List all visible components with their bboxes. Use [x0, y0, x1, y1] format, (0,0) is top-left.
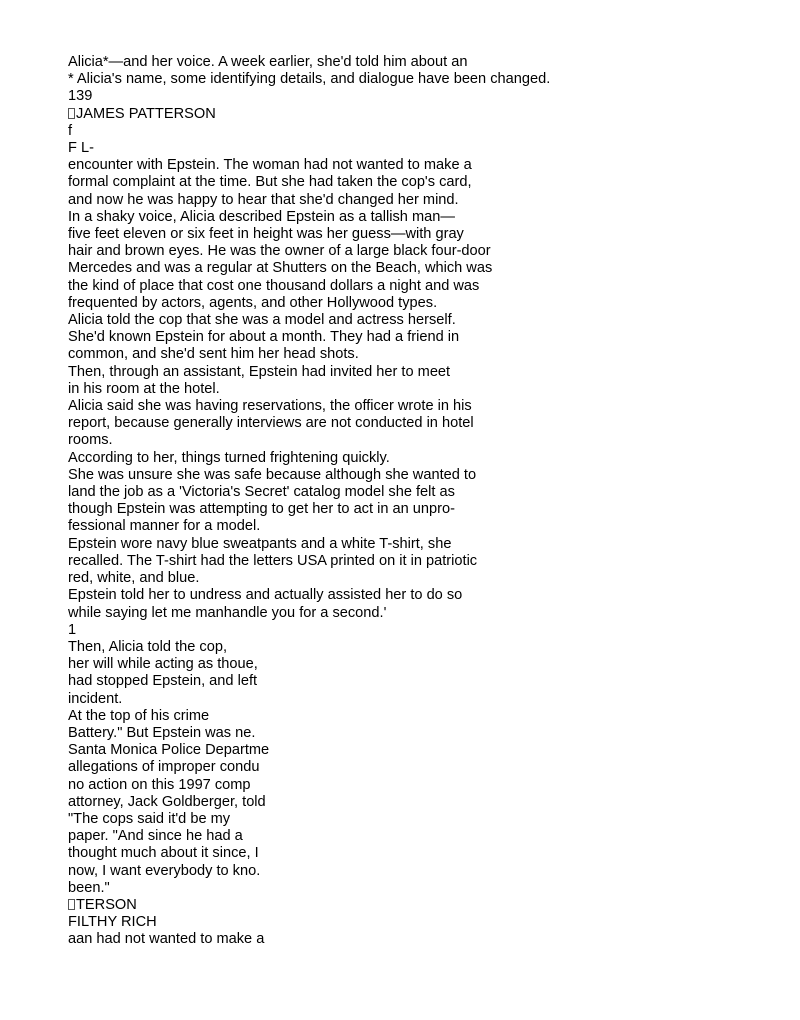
- text-line: f: [68, 122, 73, 139]
- text-line: Alicia*—and her voice. A week earlier, she'd told him about an: [68, 54, 468, 70]
- text-line: while saying let me manhandle you for a second.': [68, 604, 387, 621]
- running-header: [68, 106, 768, 123]
- text-line: Then, through an assistant, Epstein had invited her to meet: [68, 363, 451, 380]
- text-line: In a shaky voice, Alicia described Epstein as a tallish man—: [68, 208, 455, 225]
- text-line: Mercedes and was a regular at Shutters on the Beach, which was: [68, 260, 493, 277]
- running-header-text: JAMES PATTERSON: [76, 105, 216, 122]
- text-line: been.": [68, 879, 110, 896]
- running-header-fragment: [68, 897, 768, 914]
- document-page: [68, 54, 768, 949]
- text-line: attorney, Jack Goldberger, told: [68, 793, 266, 810]
- text-line: 1: [68, 621, 77, 638]
- text-line: allegations of improper condu: [68, 759, 260, 776]
- text-line: red, white, and blue.: [68, 570, 200, 587]
- text-line: paper. "And since he had a: [68, 828, 243, 845]
- text-line: encounter with Epstein. The woman had not wanted to make a: [68, 157, 472, 174]
- text-line: Then, Alicia told the cop,: [68, 638, 228, 655]
- text-line: She was unsure she was safe because although she wanted to: [68, 466, 477, 483]
- text-line: her will while acting as thoue,: [68, 656, 258, 673]
- text-line: no action on this 1997 comp: [68, 776, 251, 793]
- text-line: thought much about it since, I: [68, 845, 259, 862]
- text-line: Epstein told her to undress and actually assisted her to do so: [68, 587, 463, 604]
- page-number: 139: [68, 88, 93, 105]
- text-line: now, I want everybody to kno.: [68, 862, 261, 879]
- text-line: land the job as a 'Victoria's Secret' catalog model she felt as: [68, 484, 455, 501]
- text-line: and now he was happy to hear that she'd changed her mind.: [68, 191, 459, 208]
- text-line: had stopped Epstein, and left: [68, 673, 258, 690]
- text-line: F L-: [68, 140, 94, 157]
- missing-glyph-icon: [68, 899, 75, 910]
- text-line: common, and she'd sent him her head shots.: [68, 346, 359, 363]
- text-line: five feet eleven or six feet in height was her guess—with gray: [68, 226, 464, 243]
- text-line: rooms.: [68, 432, 113, 449]
- text-line: recalled. The T-shirt had the letters USA printed on it in patriotic: [68, 552, 478, 569]
- text-line: incident.: [68, 690, 123, 707]
- text-line: though Epstein was attempting to get her to act in an unpro-: [68, 501, 455, 518]
- book-title: FILTHY RICH: [68, 914, 157, 931]
- text-line: hair and brown eyes. He was the owner of a large black four-door: [68, 243, 491, 260]
- text-line: fessional manner for a model.: [68, 518, 261, 535]
- text-line: At the top of his crime: [68, 707, 210, 724]
- text-line: She'd known Epstein for about a month. They had a friend in: [68, 329, 460, 346]
- text-line: aan had not wanted to make a: [68, 931, 265, 948]
- footnote: * Alicia's name, some identifying details, and dialogue have been changed.: [68, 71, 551, 88]
- text-line: formal complaint at the time. But she had taken the cop's card,: [68, 174, 472, 191]
- text-line: "The cops said it'd be my: [68, 810, 231, 827]
- text-line: the kind of place that cost one thousand dollars a night and was: [68, 277, 480, 294]
- text-line: in his room at the hotel.: [68, 380, 220, 397]
- text-line: Battery." But Epstein was ne.: [68, 724, 256, 741]
- text-line: Epstein wore navy blue sweatpants and a white T-shirt, she: [68, 535, 452, 552]
- text-line: report, because generally interviews are not conducted in hotel: [68, 415, 474, 432]
- missing-glyph-icon: [68, 108, 75, 119]
- text-line: According to her, things turned frightening quickly.: [68, 449, 390, 466]
- text-line: frequented by actors, agents, and other Hollywood types.: [68, 294, 438, 311]
- running-header-fragment-text: TERSON: [76, 896, 137, 913]
- text-line: Alicia said she was having reservations, the officer wrote in his: [68, 398, 472, 415]
- text-line: Santa Monica Police Departme: [68, 742, 270, 759]
- text-line: Alicia told the cop that she was a model and actress herself.: [68, 312, 456, 329]
